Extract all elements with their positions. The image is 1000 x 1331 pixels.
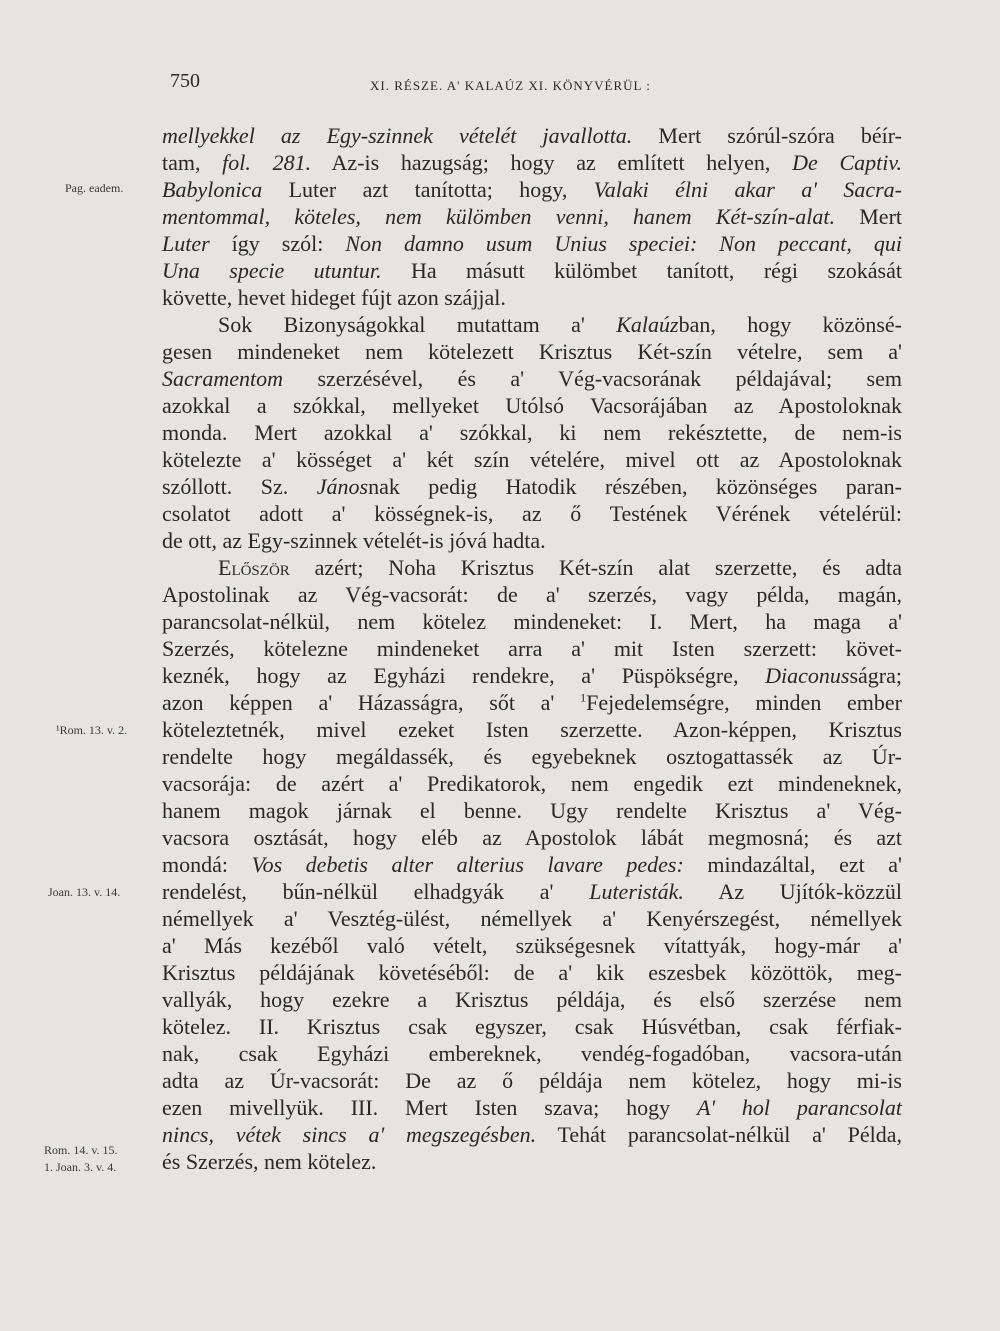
text-line: mellyekkel az Egy-szinnek vételét javallotta. Mert szórúl-szóra béír- [162,123,902,148]
text-line: adta az Úr-vacsorát: De az ő példája nem kötelez, hogy mi-is [162,1068,902,1093]
margin-note-joan-13: Joan. 13. v. 14. [48,885,121,899]
text-line: monda. Mert azokkal a' szókkal, ki nem rekésztette, de nem-is [162,420,902,445]
footnote-marker: 1 [580,690,587,705]
text-line: követte, hevet hideget fújt azon szájjal. [162,285,506,310]
margin-note-rom-14: Rom. 14. v. 15. [44,1143,118,1157]
text-line: csolatot adott a' kösségnek-is, az ő Testének Vérének vételérül: [162,501,902,526]
text-line: ezen mivellyük. III. Mert Isten szava; hogy A' hol parancsolat [162,1095,903,1120]
text-line: szóllott. Sz. Jánosnak pedig Hatodik részében, közönséges paran- [162,474,902,499]
text-line: vallyák, hogy ezekre a Krisztus példája, és első szerzése nem [162,987,902,1012]
page-header [170,70,900,100]
text-line: mentommal, köteles, nem külömben venni, hanem Két-szín-alat. Mert [162,204,903,229]
text-line: azon képpen a' Házasságra, sőt a' $^1$Fejedelemségre, minden ember [162,690,902,715]
text-line: de ott, az Egy-szinnek vételét-is jóvá hadta. [162,528,546,553]
running-head: XI. RÉSZE. A' KALAÚZ XI. KÖNYVÉRÜL : [370,78,651,93]
text-line: gesen mindeneket nem kötelezett Krisztus Két-szín vételre, sem a' [162,339,902,364]
text-line: mondá: Vos debetis alter alterius lavare pedes: mindazáltal, ezt a' [162,852,902,877]
body-text [162,122,902,1175]
text-line: Babylonica Luter azt tanította; hogy, Valaki élni akar a' Sacra- [162,177,902,202]
text-line: Luter így szól: Non damno usum Unius speciei: Non peccant, qui [162,231,902,256]
text-line: azokkal a szókkal, mellyeket Utólsó Vacsorájában az Apostoloknak [162,393,902,418]
text-line: rendelte hogy megáldassék, és egyebeknek osztogattassék az Úr- [162,744,902,769]
page-number: 750 [170,70,200,92]
text-line: rendelést, bűn-nélkül elhadgyák a' Luteristák. Az Ujítók-közzül [162,879,902,904]
margin-note-1-joan-3: 1. Joan. 3. v. 4. [44,1160,117,1174]
text-line: parancsolat-nélkül, nem kötelez mindeneket: I. Mert, ha maga a' [162,609,902,634]
text-line: köteleztetnék, mivel ezeket Isten szerzette. Azon-képpen, Krisztus [162,717,902,742]
text-line: vacsorája: de azért a' Predikatorok, nem engedik ezt mindeneknek, [162,771,902,796]
text-line: keznék, hogy az Egyházi rendekre, a' Püspökségre, Diaconusságra; [162,663,902,688]
text-line: Sok Bizonyságokkal mutattam a' Kalaúzban, hogy közönsé- [218,312,903,337]
text-line: kötelezte a' kösséget a' két szín vételére, mivel ott az Apostoloknak [162,447,902,472]
text-line: Una specie utuntur. Ha másutt külömbet tanított, régi szokását [162,258,902,283]
text-line: nincs, vétek sincs a' megszegésben. Tehát parancsolat-nélkül a' Példa, [162,1122,902,1147]
text-line: tam, fol. 281. Az-is hazugság; hogy az említett helyen, De Captiv. [162,150,902,175]
text-line: nak, csak Egyházi embereknek, vendég-fogadóban, vacsora-után [162,1041,902,1066]
margin-note-rom-13: ¹Rom. 13. v. 2. [56,723,128,737]
text-line: vacsora osztását, hogy eléb az Apostolok lábát megmosná; és azt [162,825,902,850]
text-line: Először azért; Noha Krisztus Két-szín alat szerzette, és adta [218,555,902,580]
text-line: Sacramentom szerzésével, és a' Vég-vacsorának példajával; sem [162,366,902,391]
text-line: Szerzés, kötelezne mindeneket arra a' mit Isten szerzett: követ- [162,636,902,661]
text-line: hanem magok járnak el benne. Ugy rendelte Krisztus a' Vég- [162,798,902,823]
text-line: és Szerzés, nem kötelez. [162,1149,377,1174]
text-line: némellyek a' Vesztég-ülést, némellyek a' Kenyérszegést, némellyek [162,906,902,931]
text-line: kötelez. II. Krisztus csak egyszer, csak Húsvétban, csak férfiak- [162,1014,902,1039]
margin-note-pag-eadem: Pag. eadem. [65,181,124,195]
text-line: Apostolinak az Vég-vacsorát: de a' szerzés, vagy példa, magán, [162,582,902,607]
text-line: a' Más kezéből való vételt, szükségesnek vítattyák, hogy-már a' [162,933,902,958]
text-line: Krisztus példájának követéséből: de a' kik eszesbek közöttök, meg- [162,960,902,985]
